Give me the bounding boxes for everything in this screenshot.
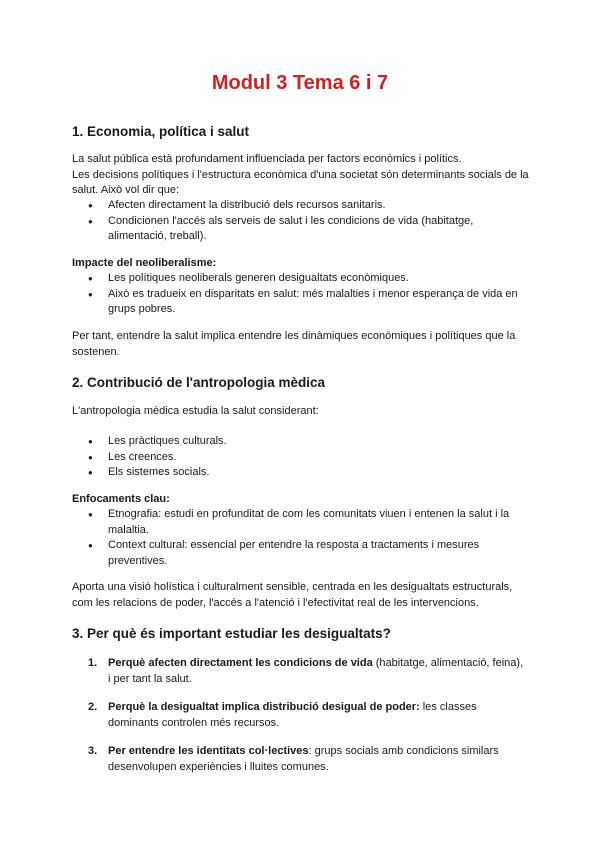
section-3-numbered-list-item-1 [88,656,528,687]
list-number: 3. [88,745,98,757]
section-1-bullet-list-1 [88,198,528,245]
list-item: ● Les creences. [88,450,528,466]
list-item-text: (habitatge, alimentació, feina), i per tant la salut. [108,657,524,685]
section-1-paragraph-2: Per tant, entendre la salut implica entendre les dinàmiques econòmiques i polítiques que la sostenen. [72,330,516,358]
list-item: ● Condicionen l'accés als serveis de salut i les condicions de vida (habitatge, alimentació, treball). [88,214,528,245]
section-2-heading: 2. Contribució de l'antropologia mèdica [72,375,325,390]
list-item: ● Afecten directament la distribució dels recursos sanitaris. [88,198,528,214]
section-1-paragraph-1 [72,152,532,199]
section-2-paragraph-1: L'antropologia mèdica estudia la salut considerant: [72,405,319,417]
list-item: ● Context cultural: essencial per entendre la resposta a tractaments i mesures preventives. [88,538,528,569]
section-2-subheading: Enfocaments clau: [72,493,170,505]
section-1-subheading: Impacte del neoliberalisme: [72,257,217,269]
list-item-bold-text: Perquè afecten directament les condicions de vida [108,657,373,669]
list-number: 2. [88,701,98,713]
list-item: ● Etnografia: estudi en profunditat de com les comunitats viuen i entenen la salut i la malaltia. [88,507,528,538]
list-item: ● Això es tradueix en disparitats en salut: més malalties i menor esperança de vida en grups pobres. [88,287,528,318]
list-item [88,744,528,775]
list-item-text: : grups socials amb condicions similars desenvolupen experiències i lluites comunes. [108,745,499,773]
list-item: ● Els sistemes socials. [88,465,528,481]
section-3-heading: 3. Per què és important estudiar les desigualtats? [72,626,391,641]
list-item [88,656,528,687]
section-2-bullet-list-2 [88,507,528,569]
list-item-text: les classes dominants controlen més recursos. [108,701,477,729]
section-3-numbered-list-item-2 [88,700,528,731]
section-1-paragraph-1b: Les decisions polítiques i l'estructura econòmica d'una societat són determinants socials de la salut. Això vol dir que: [72,168,529,196]
section-1-paragraph-1a: La salut pública està profundament influenciada per factors econòmics i polítics. [72,153,462,165]
document-title: Modul 3 Tema 6 i 7 [211,72,389,94]
section-1-heading: 1. Economia, política i salut [72,124,250,139]
section-3-numbered-list-item-3 [88,744,528,775]
list-number: 1. [88,657,98,669]
list-item: ● Les pràctiques culturals. [88,434,528,450]
list-item [88,700,528,731]
section-2-bullet-list-1 [88,434,528,481]
list-item-bold-text: Perquè la desigualtat implica distribució desigual de poder: [108,701,420,713]
list-item: ● Les polítiques neoliberals generen desigualtats econòmiques. [88,271,528,287]
section-2-paragraph-2: Aporta una visió holística i culturalment sensible, centrada en les desigualtats estructurals, com les relacions de poder, l'accés a l'atenció i l'efectivitat real de les intervencions. [72,581,513,609]
list-item-bold-text: Per entendre les identitats col·lectives [108,745,309,757]
section-1-bullet-list-2 [88,271,528,318]
